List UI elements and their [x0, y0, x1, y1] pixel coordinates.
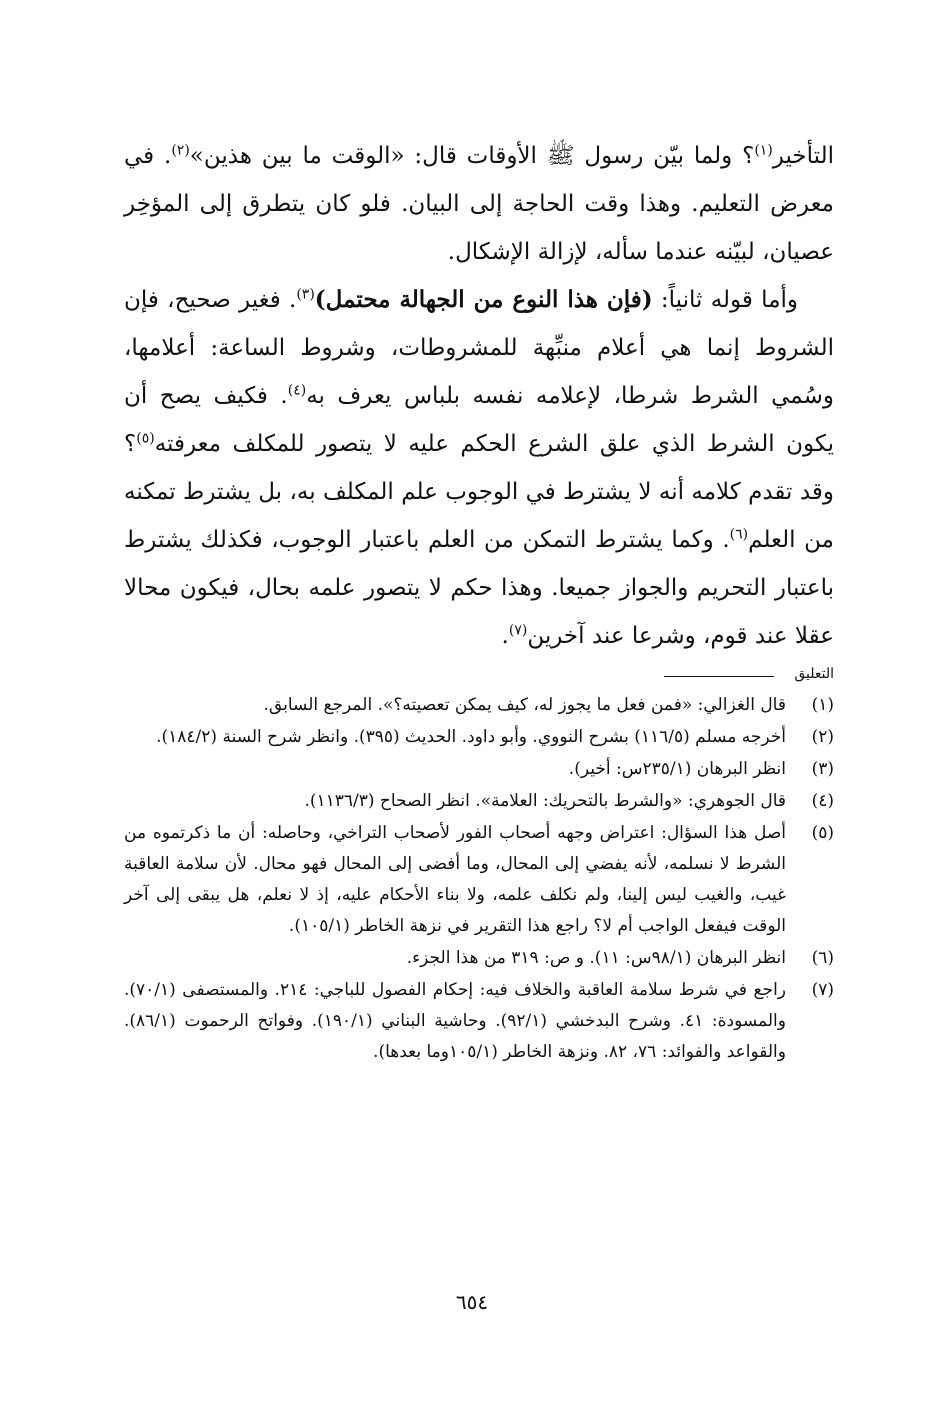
footnote-text: انظر البرهان (٢٣٥/١س: أخير).: [568, 759, 786, 779]
separator-line: [664, 676, 774, 677]
footnote-item: [124, 818, 834, 942]
footnotes-label: التعليق: [794, 666, 834, 682]
footnote-item: [124, 975, 834, 1068]
footnote-separator: [174, 665, 834, 683]
footnote-number: (٥): [811, 823, 834, 843]
footnote-ref-4[interactable]: (٤): [287, 382, 307, 399]
text-run: ؟ وقد تقدم كلامه أنه لا يشترط في الوجوب علم المكلف به، بل يشترط تمكنه من العلم: [124, 431, 834, 553]
footnote-item: [124, 690, 834, 721]
quoted-text: (فإن هذا النوع من الجهالة محتمل): [314, 286, 653, 313]
text-run: .: [501, 623, 509, 649]
footnote-text: أصل هذا السؤال: اعتراض وجهه أصحاب الفور لأصحاب التراخي، وحاصله: أن ما ذكرتموه من الشرط لا نسلمه، لأنه يفضي إلى المحال، وما أفضى إلى المحال فهو محال. لأن سلامة العاقبة غيب، والغيب ليس إلينا، ولم نكلف علمه، ولا بناء الأحكام عليه، إذ لا نعلم، هل يبقى إلى آخر الوقت فيفعل الواجب أم لا؟ راجع هذا التقرير في نزهة الخاطر (١٠٥/١).: [124, 823, 786, 936]
footnote-ref-2[interactable]: (٢): [171, 142, 190, 159]
paragraph-1: [124, 132, 834, 276]
footnote-number: (٧): [811, 980, 834, 1000]
footnote-number: (٣): [811, 759, 834, 779]
paragraph-2: [124, 276, 834, 660]
text-run: . فكيف يصح أن يكون الشرط الذي علق الشرع الحكم عليه لا يتصور للمكلف معرفته: [124, 383, 834, 457]
footnote-number: (١): [811, 695, 834, 715]
footnotes: [124, 690, 834, 1069]
footnote-ref-3[interactable]: (٣): [296, 286, 315, 303]
footnote-ref-6[interactable]: (٦): [729, 526, 749, 543]
footnote-item: [124, 786, 834, 817]
footnote-text: قال الغزالي: «فمن فعل ما يجوز له، كيف يمكن تعصيته؟». المرجع السابق.: [263, 695, 786, 715]
footnote-ref-1[interactable]: (١): [754, 142, 773, 159]
footnote-text: أخرجه مسلم (١١٦/٥) بشرح النووي. وأبو داود. الحديث (٣٩٥). وانظر شرح السنة (١٨٤/٢).: [156, 727, 786, 747]
text-run: . وكما يشترط التمكن من العلم باعتبار الوجوب، فكذلك يشترط باعتبار التحريم والجواز جميعا. وهذا حكم لا يتصور علمه بحال، فيكون محالا عقلا عند قوم، وشرعا عند آخرين: [124, 527, 834, 649]
footnote-item: [124, 722, 834, 753]
footnote-ref-5[interactable]: (٥): [136, 430, 155, 447]
footnote-text: انظر البرهان (٩٨/١س: ١١). و ص: ٣١٩ من هذا الجزء.: [406, 948, 786, 968]
text-run: وأما قوله ثانياً:: [652, 287, 799, 313]
text-run: التأخير: [772, 143, 834, 169]
page-number: ٦٥٤: [455, 1290, 489, 1314]
footnote-item: [124, 754, 834, 785]
footnote-item: [124, 943, 834, 974]
footnote-text: راجع في شرط سلامة العاقبة والخلاف فيه: إحكام الفصول للباجي: ٢١٤. والمستصفى (٧٠/١). والمسودة: ٤١. وشرح البدخشي (٩٢/١). وحاشية البناني (١٩٠/١). وفواتح الرحموت (٨٦/١). والقواعد والفوائد: ٧٦، ٨٢. ونزهة الخاطر (١٠٥/١وما بعدها).: [124, 980, 786, 1062]
text-run: . فغير صحيح، فإن الشروط إنما هي أعلام منبِّهة للمشروطات، وشروط الساعة: أعلامها، وسُمي الشرط شرطا، لإعلامه نفسه بلباس يعرف به: [124, 287, 834, 409]
footnote-number: (٤): [811, 791, 834, 811]
footnote-text: قال الجوهري: «والشرط بالتحريك: العلامة». انظر الصحاح (١١٣٦/٣).: [304, 791, 786, 811]
footnote-number: (٢): [811, 727, 834, 747]
main-text: [124, 132, 834, 660]
footnote-number: (٦): [811, 948, 834, 968]
text-run: ؟ ولما بيّن رسول ﷺ الأوقات قال: «الوقت ما بين هذين»: [189, 143, 755, 169]
text-run: . في معرض التعليم. وهذا وقت الحاجة إلى البيان. فلو كان يتطرق إلى المؤخِر عصيان، لبيّنه عندما سأله، لإزالة الإشكال.: [124, 143, 834, 265]
footnote-ref-7[interactable]: (٧): [508, 622, 528, 639]
